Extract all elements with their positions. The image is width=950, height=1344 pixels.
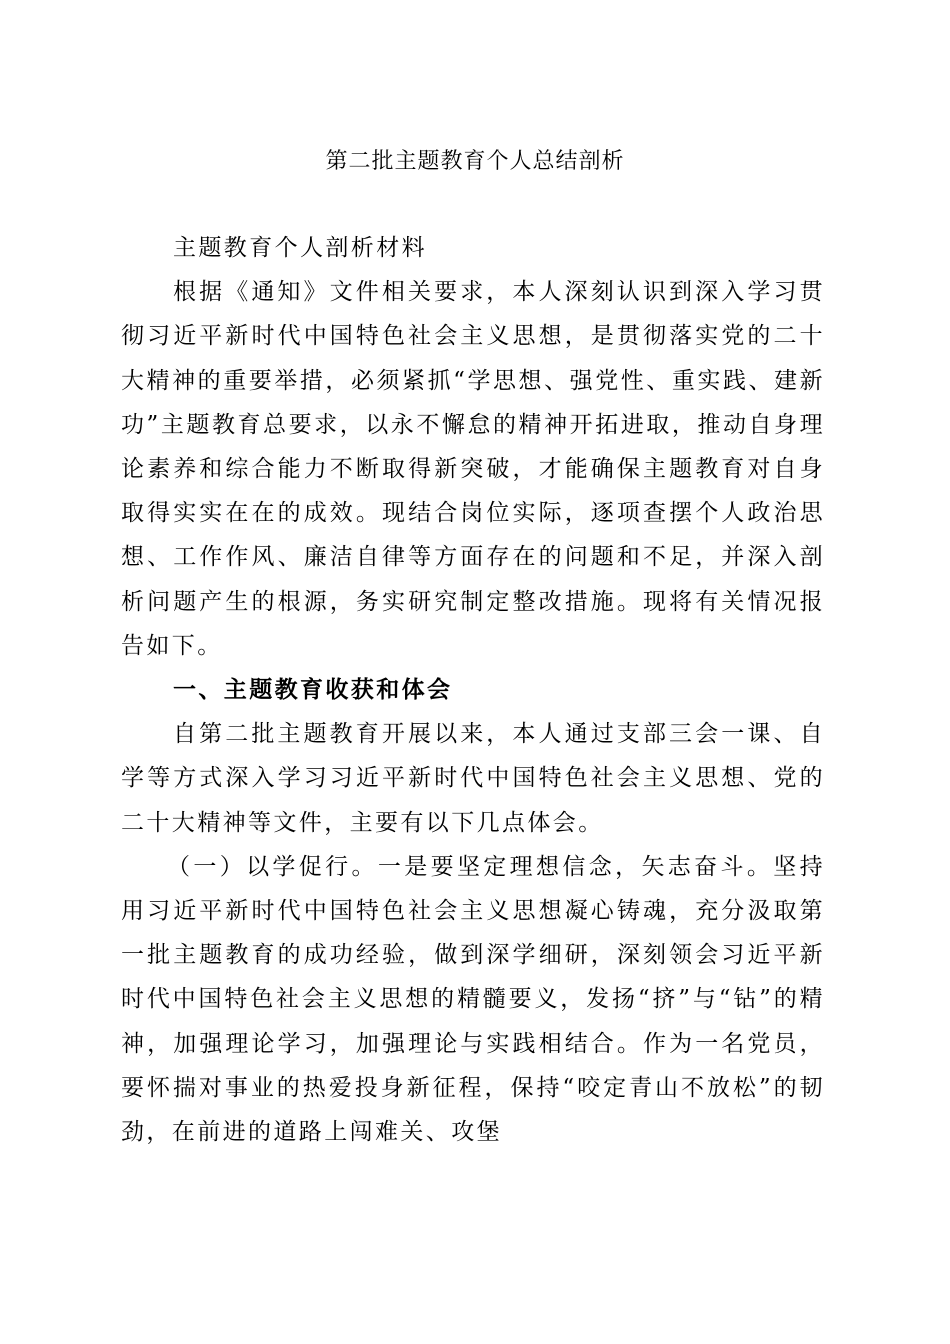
document-body — [121, 226, 825, 1154]
section-heading: 一、主题教育收获和体会 — [173, 677, 453, 704]
document-title: 第二批主题教育个人总结剖析 — [325, 149, 625, 174]
intro-paragraph: 根据《通知》文件相关要求，本人深刻认识到深入学习贯彻习近平新时代中国特色社会主义思想，是贯彻落实党的二十大精神的重要举措，必须紧抓“学思想、强党性、重实践、建新功”主题教育总要求，以永不懈怠的精神开拓进取，推动自身理论素养和综合能力不断取得新突破，才能确保主题教育对自身取得实实在在的成效。现结合岗位实际，逐项查摆个人政治思想、工作作风、廉洁自律等方面存在的问题和不足，并深入剖析问题产生的根源，务实研究制定整改措施。现将有关情况报告如下。 — [121, 279, 825, 659]
point-paragraph: （一）以学促行。一是要坚定理想信念，矢志奋斗。坚持用习近平新时代中国特色社会主义思想凝心铸魂，充分汲取第一批主题教育的成功经验，做到深学细研，深刻领会习近平新时代中国特色社会主义思想的精髓要义，发扬“挤”与“钻”的精神，加强理论学习，加强理论与实践相结合。作为一名党员，要怀揣对事业的热爱投身新征程，保持“咬定青山不放松”的韧劲，在前进的道路上闯难关、攻堡 — [121, 853, 825, 1146]
section-paragraph: 自第二批主题教育开展以来，本人通过支部三会一课、自学等方式深入学习习近平新时代中国特色社会主义思想、党的二十大精神等文件，主要有以下几点体会。 — [121, 721, 825, 836]
subtitle-paragraph: 主题教育个人剖析材料 — [173, 235, 427, 261]
